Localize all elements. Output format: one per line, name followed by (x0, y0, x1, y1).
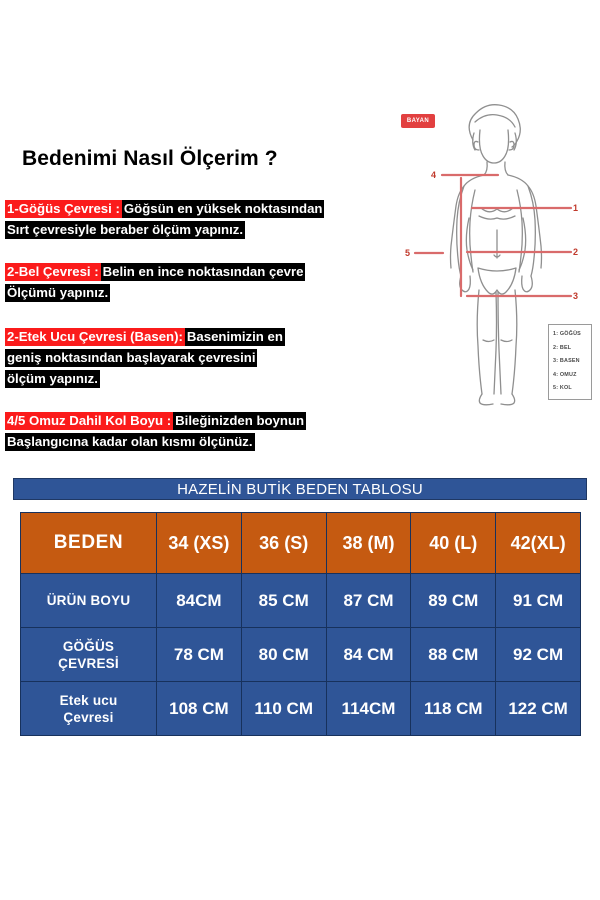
instruction-text: Belin en ince noktasından çevre (102, 264, 304, 279)
size-table-title: HAZELİN BUTİK BEDEN TABLOSU (13, 478, 587, 500)
instruction-line (5, 282, 420, 303)
legend-item: 1: GÖĞÜS (553, 331, 581, 337)
page-title: Bedenimi Nasıl Ölçerim ? (22, 147, 278, 170)
table-row (21, 628, 581, 682)
instruction-line (5, 410, 420, 431)
instruction-text: Sırt çevresiyle beraber ölçüm yapınız. (7, 222, 244, 237)
instruction-line (5, 347, 420, 368)
instruction-label: 2-Bel Çevresi : (7, 264, 99, 279)
marker-1-label: 1 (573, 203, 579, 213)
table-cell: 92 CM (496, 628, 581, 682)
instruction-line (5, 368, 420, 389)
legend-item: 3: BASEN (553, 358, 580, 364)
table-row-label-line: ÇEVRESİ (58, 655, 119, 671)
table-header-row (21, 513, 581, 574)
instruction-label: 2-Etek Ucu Çevresi (Basen): (7, 329, 183, 344)
instruction-sleeve (5, 410, 420, 452)
table-cell: 108 CM (157, 682, 242, 736)
instruction-text: Ölçümü yapınız. (7, 285, 109, 300)
instruction-line (5, 219, 420, 240)
table-cell: 84CM (157, 574, 242, 628)
instruction-text: Bileğinizden boynun (175, 413, 305, 428)
table-header-cell: 38 (M) (326, 513, 411, 574)
instruction-line (5, 431, 420, 452)
marker-3-label: 3 (573, 291, 579, 301)
table-header-cell: 36 (S) (241, 513, 326, 574)
instruction-line (5, 326, 420, 347)
table-cell: 118 CM (411, 682, 496, 736)
table-cell: 91 CM (496, 574, 581, 628)
instruction-text: Basenimizin en (186, 329, 283, 344)
table-row-label (21, 682, 157, 736)
measurement-legend (548, 324, 592, 400)
table-header-cell: 40 (L) (411, 513, 496, 574)
instruction-text: Başlangıcına kadar olan kısmı ölçünüz. (7, 434, 253, 449)
marker-4-label: 4 (431, 170, 437, 180)
instruction-waist (5, 261, 420, 303)
instruction-hip (5, 326, 420, 389)
table-cell: 122 CM (496, 682, 581, 736)
marker-2-label: 2 (573, 247, 579, 257)
table-cell: 110 CM (241, 682, 326, 736)
legend-item: 5: KOL (553, 385, 572, 391)
table-row-label-line: Çevresi (63, 709, 114, 725)
table-row-label-line: GÖĞÜS (62, 638, 115, 654)
table-header-cell: 34 (XS) (157, 513, 242, 574)
instruction-text: geniş noktasından başlayarak çevresini (7, 350, 256, 365)
legend-item: 4: OMUZ (553, 371, 577, 378)
table-row-label-line: Etek ucu (59, 692, 118, 708)
instruction-bust (5, 198, 420, 240)
instruction-label: 1-Göğüs Çevresi : (7, 201, 120, 216)
bayan-badge: BAYAN (401, 114, 435, 128)
legend-item: 2: BEL (553, 344, 572, 351)
instruction-label: 4/5 Omuz Dahil Kol Boyu : (7, 413, 172, 428)
table-cell: 84 CM (326, 628, 411, 682)
table-cell: 78 CM (157, 628, 242, 682)
instruction-text: ölçüm yapınız. (7, 371, 98, 386)
instruction-line (5, 198, 420, 219)
table-cell: 87 CM (326, 574, 411, 628)
body-measurement-illustration (395, 100, 600, 420)
table-row-label (21, 628, 157, 682)
table-cell: 85 CM (241, 574, 326, 628)
table-row (21, 574, 581, 628)
table-cell: 89 CM (411, 574, 496, 628)
instruction-line (5, 261, 420, 282)
instruction-text: Göğsün en yüksek noktasından (123, 201, 323, 216)
table-cell: 88 CM (411, 628, 496, 682)
table-row (21, 682, 581, 736)
size-table (20, 512, 581, 736)
marker-5-label: 5 (405, 248, 411, 258)
table-header-cell: BEDEN (21, 513, 157, 574)
table-cell: 80 CM (241, 628, 326, 682)
table-header-cell: 42(XL) (496, 513, 581, 574)
table-cell: 114CM (326, 682, 411, 736)
table-row-label: ÜRÜN BOYU (21, 574, 157, 628)
